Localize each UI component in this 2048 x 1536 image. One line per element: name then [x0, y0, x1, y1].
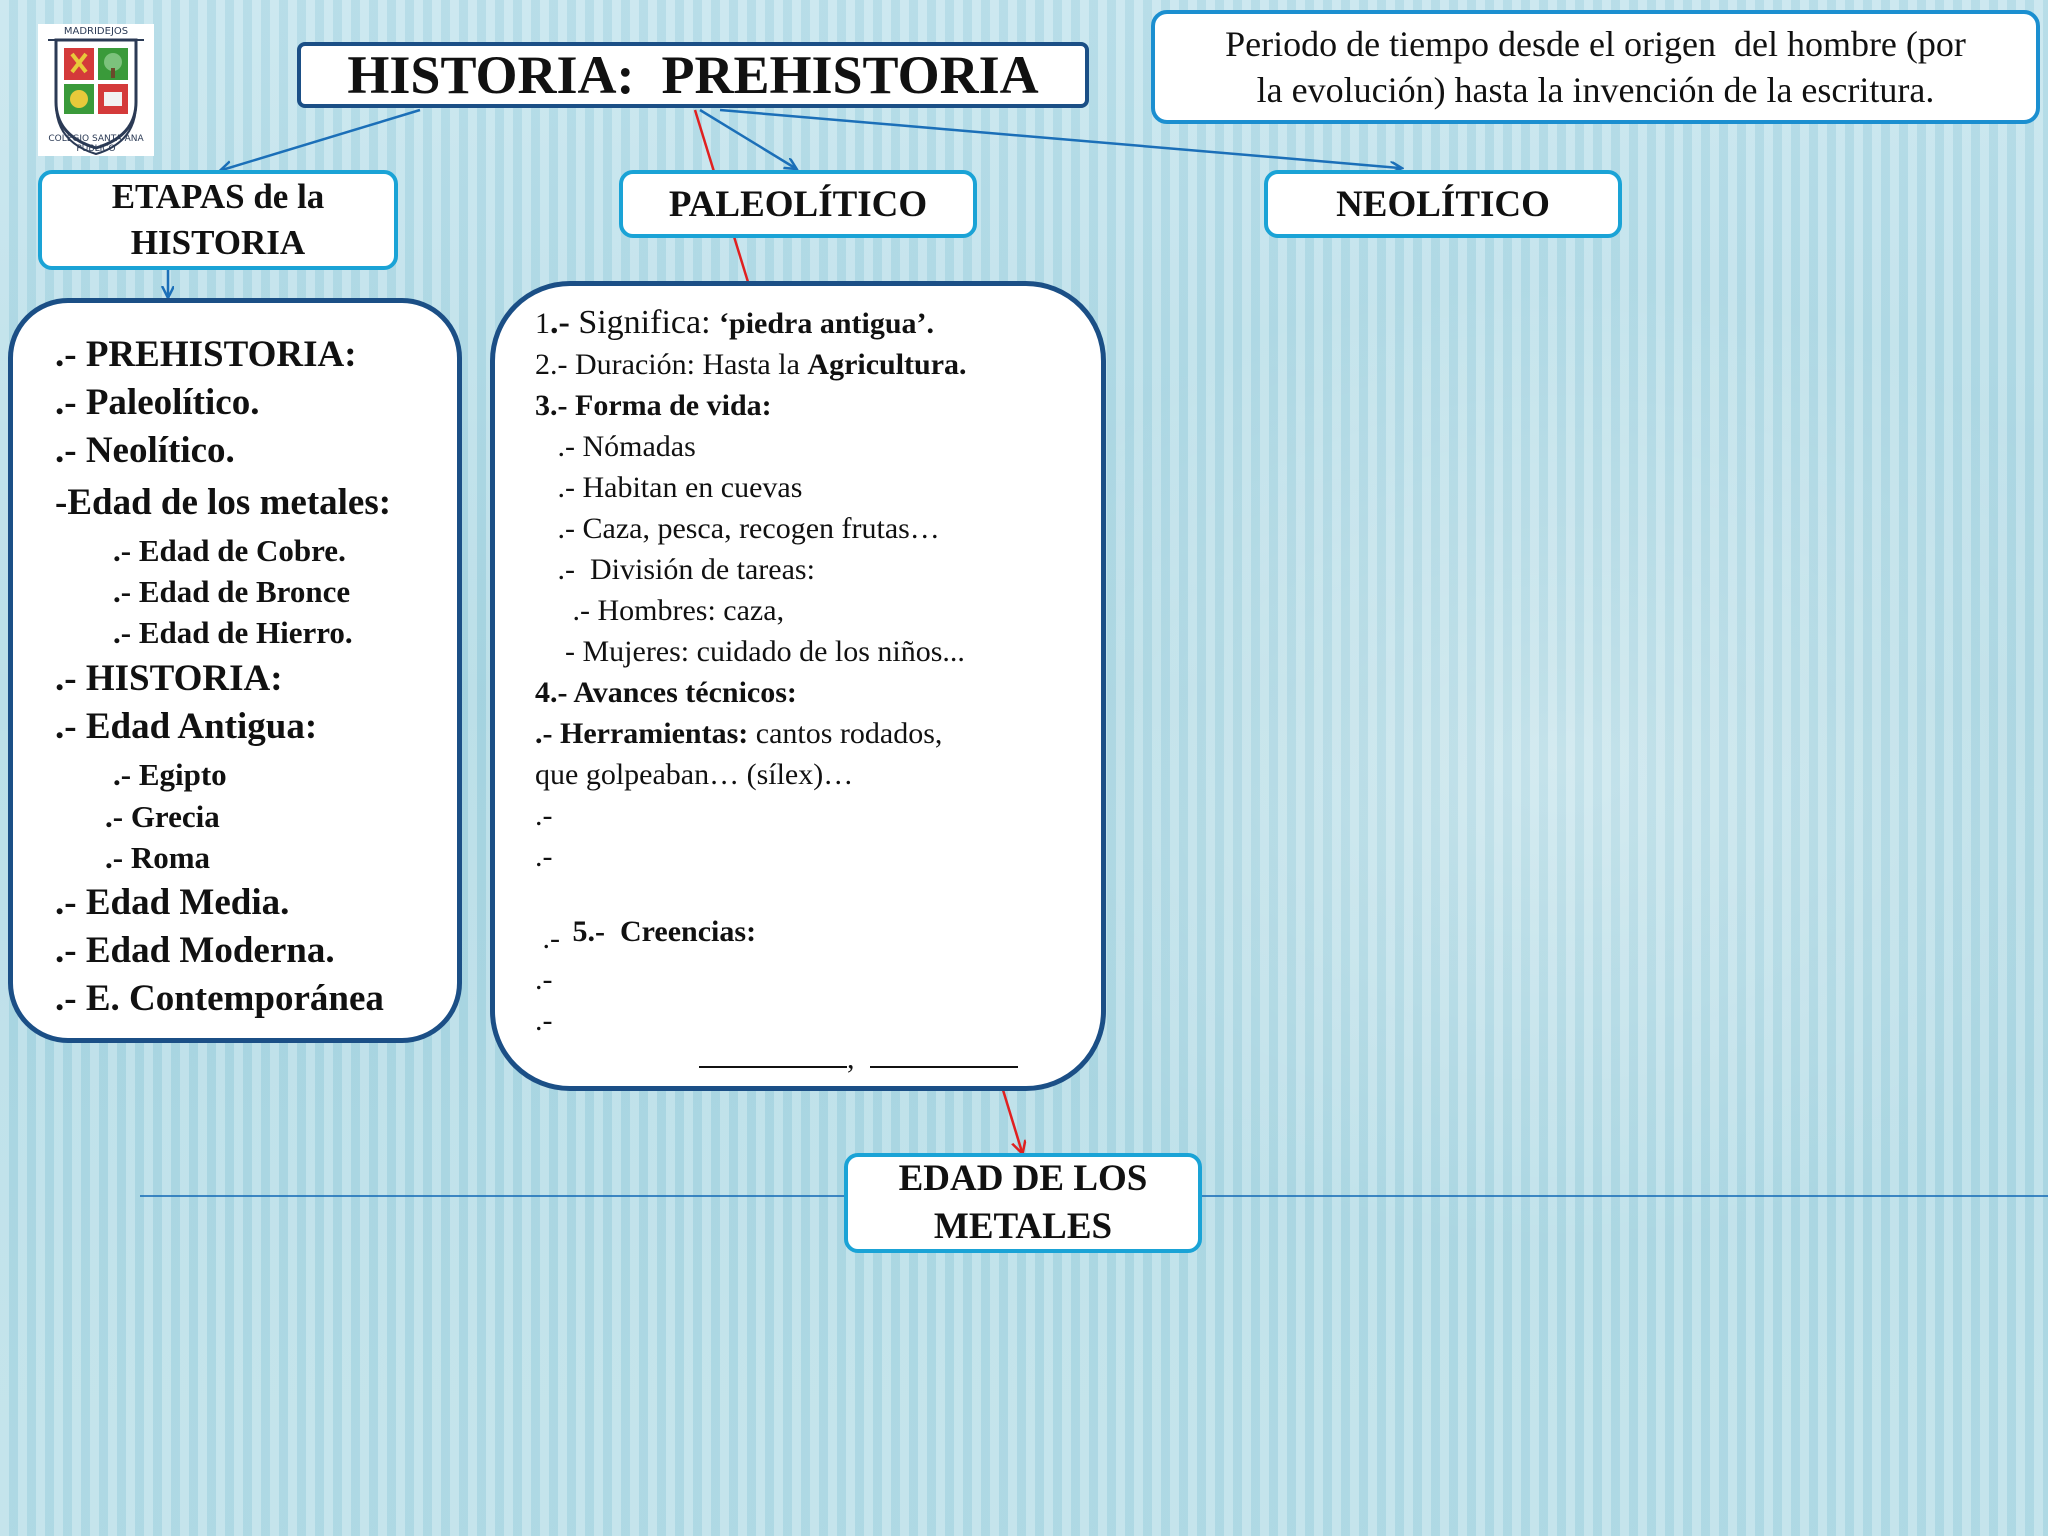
blank-field-1	[699, 1046, 847, 1068]
metales-header-line-1: EDAD DE LOS	[898, 1158, 1148, 1199]
etapas-item-neolitico: .- Neolítico.	[55, 430, 235, 471]
logo-bottom-text: COLEGIO SANTA ANA PÚBLICO	[48, 134, 144, 154]
paleo-line-12: que golpeaban… (sílex)…	[535, 758, 854, 791]
paleo-line-14: .-	[535, 840, 553, 873]
definition-line-1: Periodo de tiempo desde el origen del hombre (por	[1225, 24, 1966, 64]
paleo-line-2: 2.- Duración: Hasta la Agricultura.	[535, 348, 967, 381]
paleo-blank-fields	[699, 1042, 1018, 1076]
paleo-line-15: 5.- Creencias:	[572, 915, 757, 948]
etapas-header-line-1: ETAPAS de la	[111, 177, 325, 216]
etapas-item-contemporanea: .- E. Contemporánea	[55, 978, 384, 1019]
etapas-item-roma: .- Roma	[105, 840, 211, 875]
etapas-item-grecia: .- Grecia	[105, 799, 220, 834]
paleo-line-11: .- Herramientas: cantos rodados,	[535, 717, 943, 750]
connector-title-paleolitico	[700, 110, 795, 168]
school-logo	[38, 24, 154, 156]
blank-separator: ,	[847, 1042, 855, 1075]
etapas-item-cobre: .- Edad de Cobre.	[113, 533, 346, 568]
paleolitico-detail	[490, 281, 1106, 1091]
logo-top-text: MADRIDEJOS	[63, 26, 129, 37]
paleolitico-header-text: PALEOLÍTICO	[668, 183, 928, 225]
blank-field-2	[870, 1046, 1018, 1068]
paleo-line-3: 3.- Forma de vida:	[535, 389, 772, 422]
etapas-item-antigua: .- Edad Antigua:	[55, 706, 318, 747]
connector-paleolitico-metales	[1003, 1090, 1022, 1152]
etapas-item-paleolitico: .- Paleolítico.	[55, 382, 260, 423]
definition-line-2: la evolución) hasta la invención de la escritura.	[1256, 70, 1935, 110]
etapas-item-egipto: .- Egipto	[113, 757, 227, 792]
metales-header-line-2: METALES	[933, 1206, 1113, 1247]
neolitico-header-text: NEOLÍTICO	[1336, 183, 1550, 225]
neolitico-header	[1264, 170, 1622, 238]
paleo-line-13: .-	[535, 799, 553, 832]
paleo-line-9: - Mujeres: cuidado de los niños...	[535, 635, 965, 668]
etapas-item-prehistoria: .- PREHISTORIA:	[55, 334, 357, 375]
paleo-line-16: .-	[535, 922, 560, 955]
paleo-line-6: .- Caza, pesca, recogen frutas…	[535, 512, 940, 545]
title-text: HISTORIA: PREHISTORIA	[347, 45, 1039, 105]
etapas-item-moderna: .- Edad Moderna.	[55, 930, 335, 971]
diagram-title	[297, 42, 1089, 108]
etapas-item-metales: -Edad de los metales:	[55, 482, 392, 523]
connector-title-etapas	[222, 110, 420, 170]
paleo-line-8: .- Hombres: caza,	[535, 594, 785, 627]
paleo-line-7: .- División de tareas:	[535, 553, 815, 586]
etapas-item-historia: .- HISTORIA:	[55, 658, 283, 699]
metales-header	[844, 1153, 1202, 1253]
etapas-item-media: .- Edad Media.	[55, 882, 290, 923]
paleolitico-header	[619, 170, 977, 238]
etapas-list	[8, 298, 462, 1043]
etapas-header	[38, 170, 398, 270]
etapas-header-line-2: HISTORIA	[130, 223, 306, 262]
paleo-line-17: .-	[535, 963, 553, 996]
paleo-line-18: .-	[535, 1004, 553, 1037]
etapas-item-bronce: .- Edad de Bronce	[113, 574, 351, 609]
paleo-line-1: 1.- Significa: ‘piedra antigua’.	[535, 304, 935, 341]
paleo-line-4: .- Nómadas	[535, 430, 696, 463]
paleo-line-5: .- Habitan en cuevas	[535, 471, 803, 504]
definition-box	[1151, 10, 2040, 124]
paleo-line-10: 4.- Avances técnicos:	[535, 676, 797, 709]
etapas-item-hierro: .- Edad de Hierro.	[113, 615, 353, 650]
